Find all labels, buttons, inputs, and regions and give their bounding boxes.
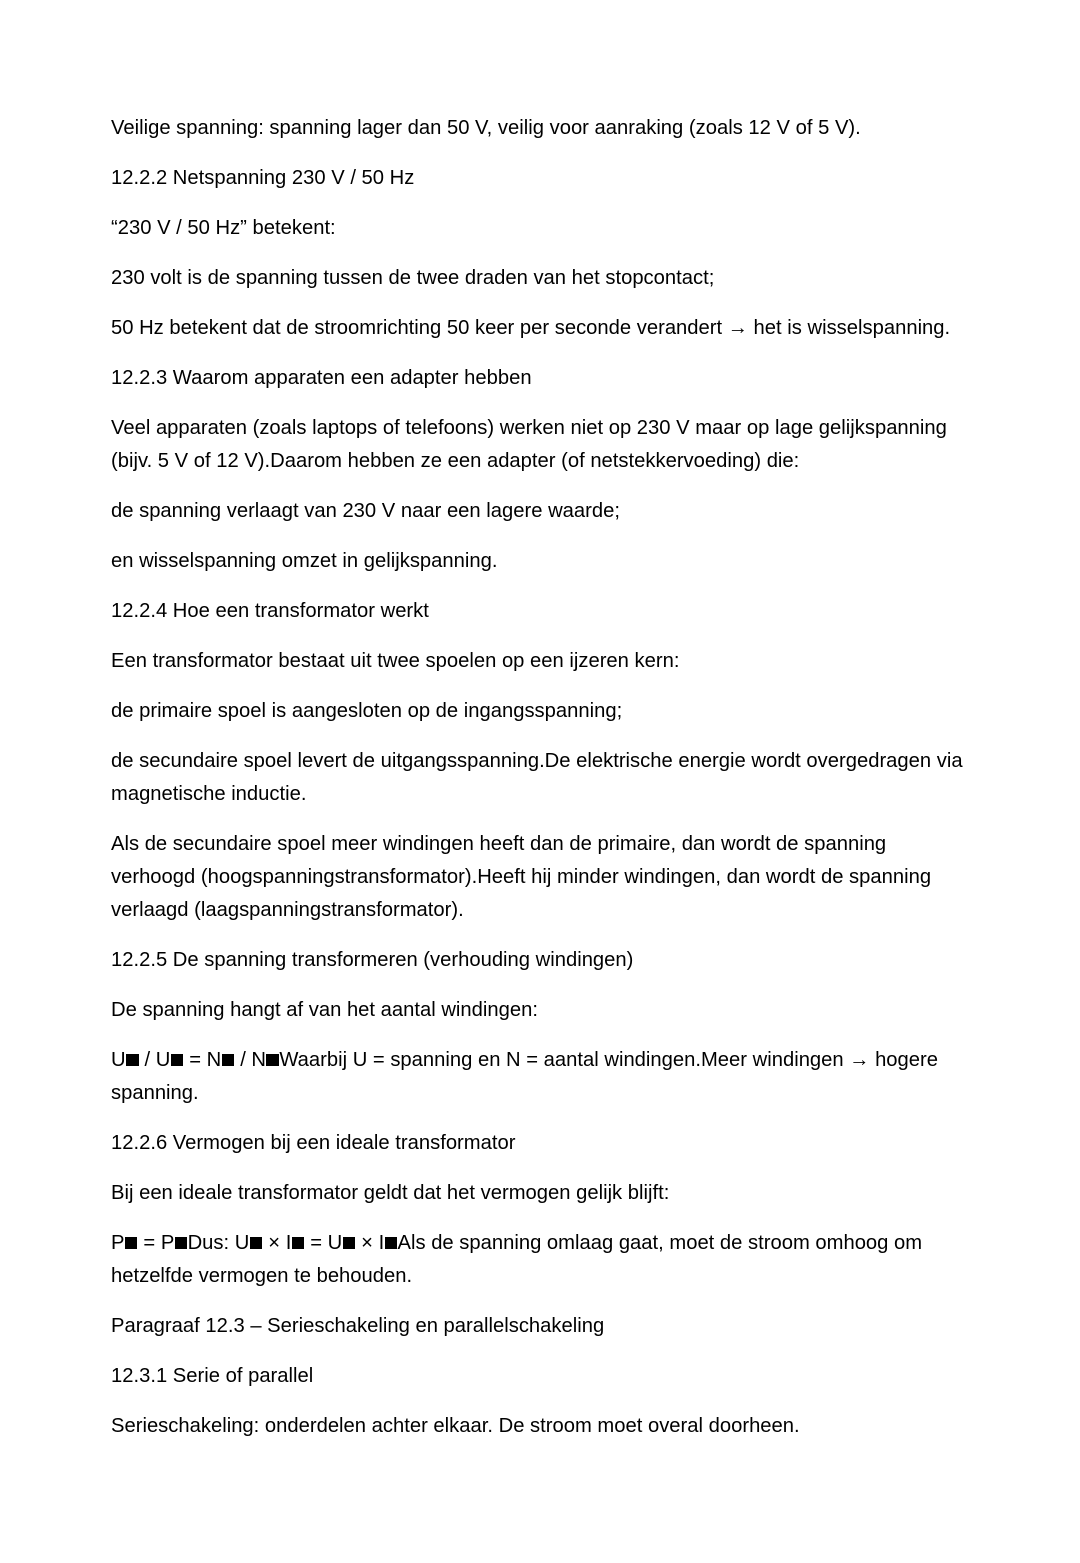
paragraph-secundaire-spoel: de secundaire spoel levert de uitgangsspanning.De elektrische energie wordt overgedragen via magnetische inductie. (111, 750, 963, 805)
document-body (111, 112, 969, 1443)
heading-12-2-6: 12.2.6 Vermogen bij een ideale transformator (111, 1132, 516, 1154)
paragraph-transformator-intro: Een transformator bestaat uit twee spoelen op een ijzeren kern: (111, 650, 680, 672)
paragraph-adapter-punt-1: de spanning verlaagt van 230 V naar een lagere waarde; (111, 500, 620, 522)
paragraph-veilige-spanning: Veilige spanning: spanning lager dan 50 V, veilig voor aanraking (zoals 12 V of 5 V). (111, 117, 861, 139)
paragraph-50hz-uitleg: 50 Hz betekent dat de stroomrichting 50 keer per seconde verandert → het is wisselspanning. (111, 317, 951, 339)
paragraph-serieschakeling-uitleg: Serieschakeling: onderdelen achter elkaar. De stroom moet overal doorheen. (111, 1415, 800, 1437)
missing-glyph-box (250, 1237, 263, 1250)
formula-vermogen: P = P Dus: U × I = U × I Als de spanning omlaag gaat, moet de stroom omhoog om hetzelfde vermogen te behouden. (111, 1232, 923, 1287)
paragraph-windingen-uitleg: Als de secundaire spoel meer windingen heeft dan de primaire, dan wordt de spanning verhoogd (hoogspanningstransformator).Heeft hij minder windingen, dan wordt de spanning verlaagd (laagspanningstransformator). (111, 833, 932, 921)
heading-12-2-3: 12.2.3 Waarom apparaten een adapter hebben (111, 367, 532, 389)
heading-12-2-2: 12.2.2 Netspanning 230 V / 50 Hz (111, 167, 415, 189)
paragraph-230-volt-uitleg: 230 volt is de spanning tussen de twee draden van het stopcontact; (111, 267, 715, 289)
heading-12-3-1: 12.3.1 Serie of parallel (111, 1365, 314, 1387)
missing-glyph-box (292, 1237, 305, 1250)
missing-glyph-box (126, 1054, 139, 1067)
missing-glyph-box (175, 1237, 188, 1250)
paragraph-primaire-spoel: de primaire spoel is aangesloten op de ingangsspanning; (111, 700, 623, 722)
heading-12-2-5: 12.2.5 De spanning transformeren (verhouding windingen) (111, 949, 634, 971)
missing-glyph-box (385, 1237, 398, 1250)
missing-glyph-box (266, 1054, 279, 1067)
paragraph-spanning-hangt-af: De spanning hangt af van het aantal windingen: (111, 999, 538, 1021)
missing-glyph-box (171, 1054, 184, 1067)
heading-paragraaf-12-3: Paragraaf 12.3 – Serieschakeling en parallelschakeling (111, 1315, 605, 1337)
paragraph-adapter-uitleg: Veel apparaten (zoals laptops of telefoons) werken niet op 230 V maar op lage gelijkspanning (bijv. 5 V of 12 V).Daarom hebben ze een adapter (of netstekkervoeding) die: (111, 417, 947, 472)
missing-glyph-box (125, 1237, 138, 1250)
paragraph-adapter-punt-2: en wisselspanning omzet in gelijkspanning. (111, 550, 498, 572)
paragraph-betekent-intro: “230 V / 50 Hz” betekent: (111, 217, 336, 239)
heading-12-2-4: 12.2.4 Hoe een transformator werkt (111, 600, 429, 622)
missing-glyph-box (343, 1237, 356, 1250)
paragraph-vermogen-intro: Bij een ideale transformator geldt dat het vermogen gelijk blijft: (111, 1182, 670, 1204)
missing-glyph-box (222, 1054, 235, 1067)
formula-windingen: U / U = N / N Waarbij U = spanning en N = aantal windingen.Meer windingen → hogere spanning. (111, 1049, 938, 1104)
